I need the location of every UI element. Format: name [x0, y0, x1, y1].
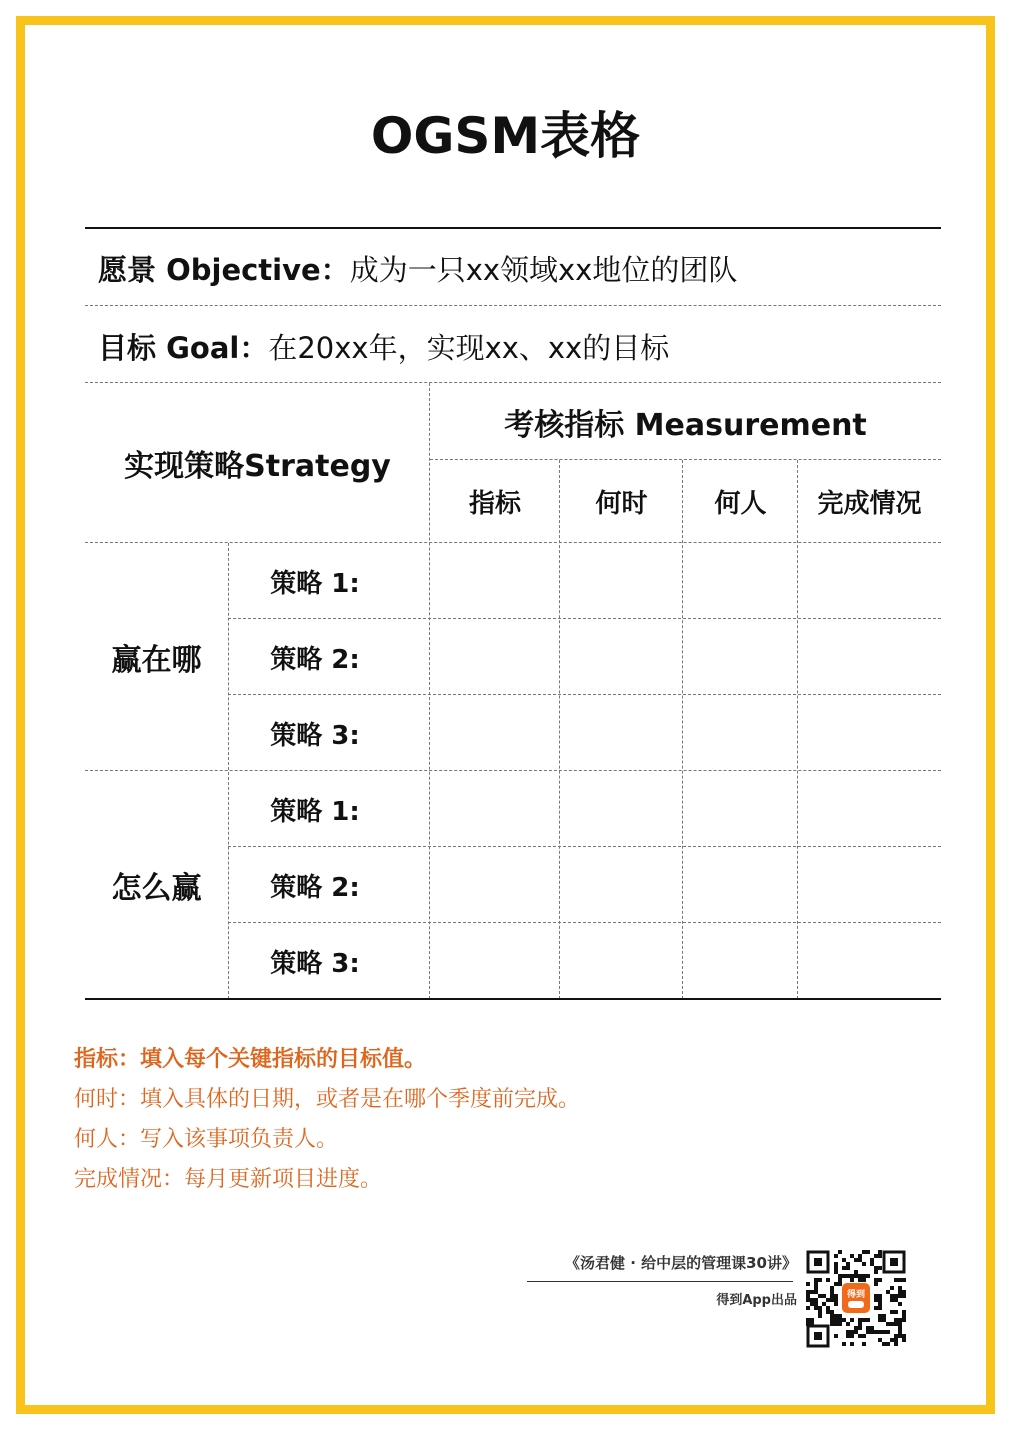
goal-label: 目标 Goal：	[98, 331, 269, 365]
divider	[228, 922, 941, 923]
objective-value: 成为一只xx领域xx地位的团队	[349, 253, 738, 287]
strategy-label: 策略 1:	[270, 796, 360, 827]
top-rule	[85, 227, 941, 229]
goal-value: 在20xx年，实现xx、xx的目标	[268, 331, 670, 365]
note-when: 何时：填入具体的日期，或者是在哪个季度前完成。	[74, 1087, 581, 1112]
strategy-label: 策略 2:	[270, 872, 360, 903]
strategy-header: 实现策略Strategy	[124, 449, 391, 484]
column-divider	[429, 383, 430, 999]
note-who: 何人：写入该事项负责人。	[74, 1127, 339, 1152]
note-metric: 指标：填入每个关键指标的目标值。	[74, 1047, 427, 1072]
publisher: 得到App出品	[716, 1293, 797, 1308]
goal-row	[98, 326, 669, 367]
objective-label: 愿景 Objective：	[98, 253, 350, 287]
qr-code-icon	[806, 1250, 906, 1348]
measurement-header: 考核指标 Measurement	[504, 407, 867, 443]
col-header-who: 何人	[714, 488, 767, 519]
note-status: 完成情况：每月更新项目进度。	[74, 1167, 383, 1192]
divider	[228, 618, 941, 619]
notes	[74, 1040, 580, 1200]
column-divider	[228, 543, 229, 999]
col-header-when: 何时	[595, 488, 648, 519]
strategy-label: 策略 1:	[270, 568, 360, 599]
column-divider	[682, 460, 683, 999]
col-header-metric: 指标	[468, 488, 521, 519]
divider	[228, 846, 941, 847]
course-title: 《汤君健 · 给中层的管理课30讲》	[564, 1254, 797, 1272]
group-label-how-to-win: 怎么赢	[111, 871, 202, 906]
logo-text: 得到	[846, 1290, 866, 1300]
strategy-label: 策略 2:	[270, 644, 360, 675]
col-header-status: 完成情况	[817, 488, 922, 519]
group-label-where-to-win: 赢在哪	[111, 643, 202, 678]
footer-rule	[527, 1281, 793, 1282]
column-divider	[559, 460, 560, 999]
divider	[85, 305, 941, 306]
bottom-rule	[85, 998, 941, 1000]
page-title: OGSM表格	[370, 107, 641, 165]
divider	[228, 694, 941, 695]
strategy-label: 策略 3:	[270, 948, 360, 979]
column-divider	[797, 460, 798, 999]
objective-row	[98, 248, 737, 289]
strategy-label: 策略 3:	[270, 720, 360, 751]
